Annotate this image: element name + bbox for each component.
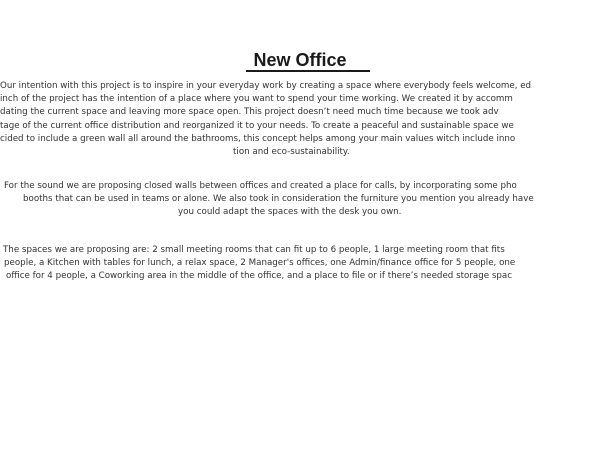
- text-line: inch of the project has the intention of a place where you want to spend your time working. We created it by accomm: [0, 94, 513, 105]
- text-line: Our intention with this project is to inspire in your everyday work by creating a space where everybody feels welcome, ed: [0, 81, 532, 91]
- text-line: tion and eco-sustainability.: [233, 146, 350, 157]
- title-underline: [246, 70, 370, 72]
- text-line: you could adapt the spaces with the desk you own.: [178, 207, 402, 218]
- text-line: dating the current space and leaving more space open. This project doesn’t need much time because we took adv: [0, 107, 499, 118]
- text-line: cided to include a green wall all around the bathrooms, this concept helps among your main values witch include inno: [0, 133, 516, 144]
- text-line: office for 4 people, a Coworking area in the middle of the office, and a place to file or if there’s needed storage spac: [6, 271, 512, 282]
- text-line: The spaces we are proposing are: 2 small meeting rooms that can fit up to 6 people, 1 large meeting room that fits: [3, 245, 505, 255]
- paragraph-spaces: [0, 244, 600, 284]
- text-line: For the sound we are proposing closed walls between offices and created a place for calls, by incorporating some pho: [4, 181, 517, 191]
- page-title: New Office: [253, 50, 347, 70]
- text-line: booths that can be used in teams or alone. We also took in consideration the furniture you mention you already have: [23, 194, 534, 205]
- paragraph-intention: [0, 80, 600, 159]
- text-line: tage of the current office distribution and reorganized it to your needs. To create a peaceful and sustainable space we: [0, 120, 514, 131]
- text-line: people, a Kitchen with tables for lunch, a relax space, 2 Manager's offices, one Admin/finance office for 5 people, one: [4, 258, 516, 269]
- paragraph-sound: [0, 180, 600, 220]
